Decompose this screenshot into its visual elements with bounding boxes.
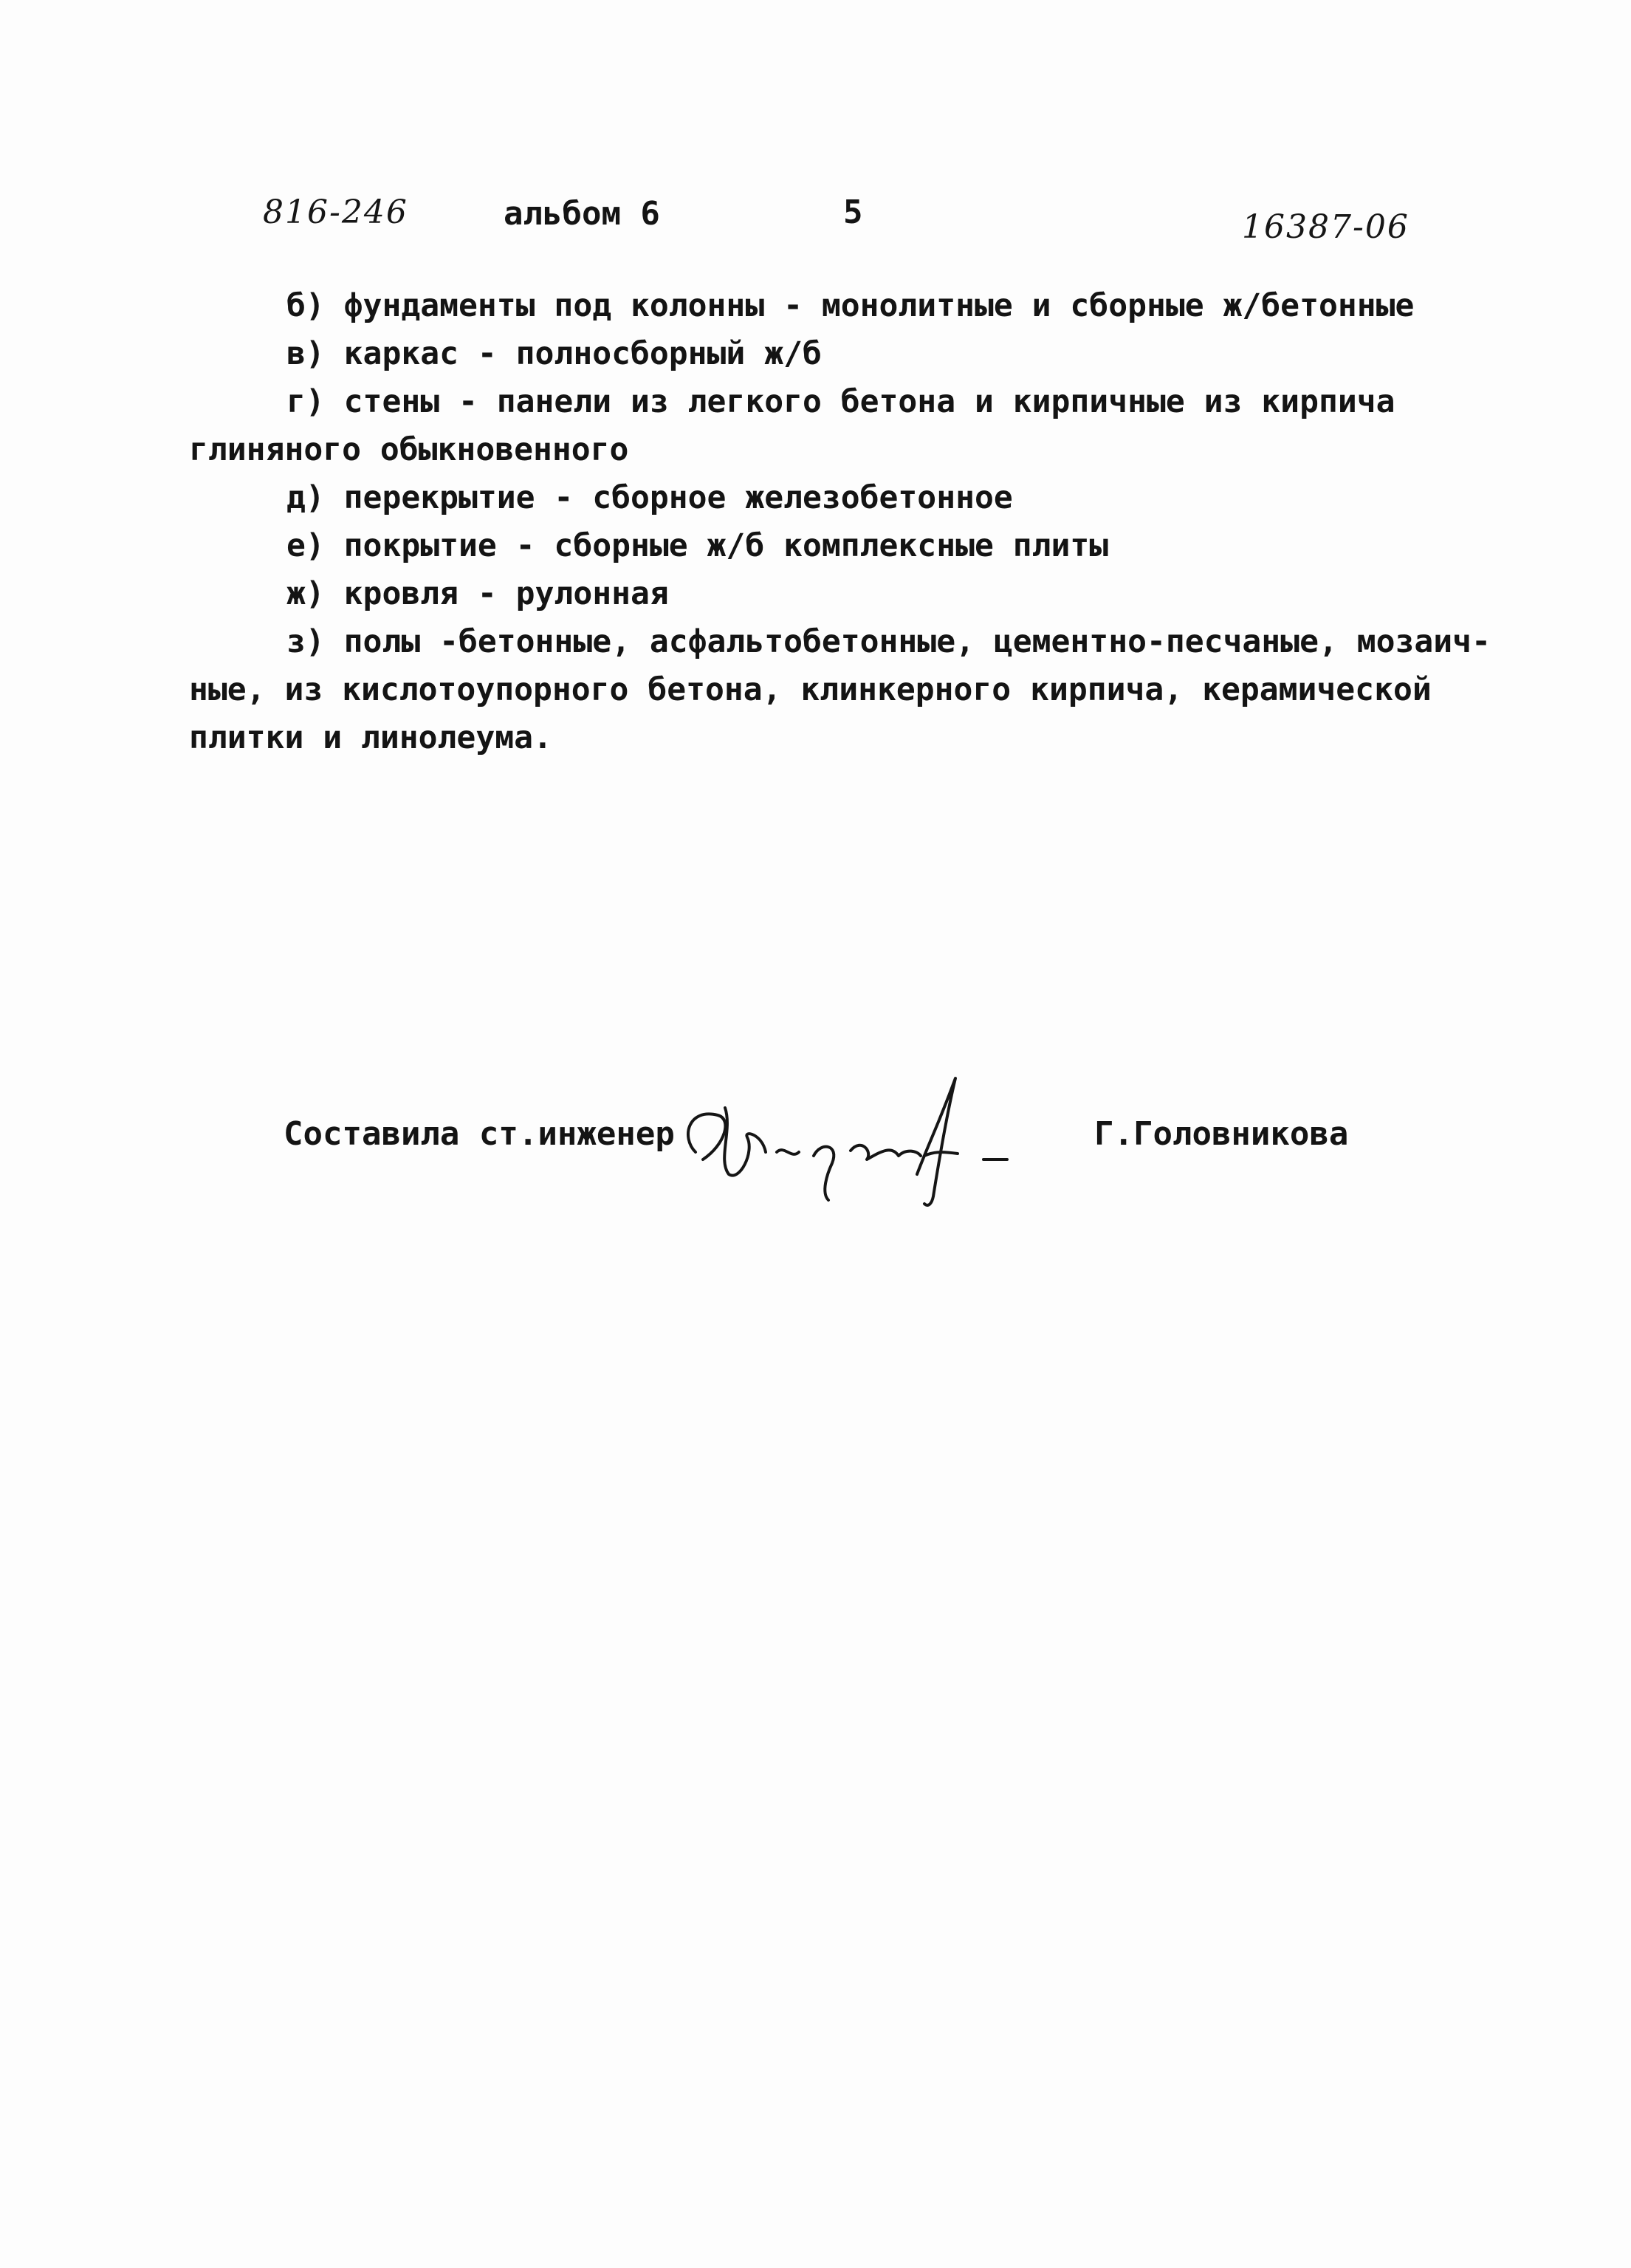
body-line: глиняного обыкновенного (189, 431, 629, 468)
signature-label: Составила ст.инженер (284, 1115, 675, 1153)
page-number: 5 (843, 193, 863, 231)
body-line: в) каркас - полносборный ж/б (286, 335, 822, 372)
body-line: плитки и линолеума. (189, 719, 552, 756)
body-line: ные, из кислотоупорного бетона, клинкерного кирпича, керамической (189, 671, 1432, 708)
signature-block (284, 1063, 1391, 1241)
handwritten-signature (673, 1063, 1013, 1211)
handwritten-code-left: 816-246 (263, 193, 408, 231)
document-body (189, 282, 1491, 762)
body-line: д) перекрытие - сборное железобетонное (286, 479, 1013, 516)
body-line: б) фундаменты под колонны - монолитные и сборные ж/бетонные (286, 287, 1415, 324)
body-line: ж) кровля - рулонная (286, 575, 669, 612)
signatory-name: Г.Головникова (1094, 1115, 1349, 1153)
body-line: з) полы -бетонные, асфальтобетонные, цементно-песчаные, мозаич- (286, 623, 1491, 660)
handwritten-code-right: 16387-06 (1242, 208, 1409, 246)
page-header (0, 186, 1631, 253)
body-line: е) покрытие - сборные ж/б комплексные плиты (286, 527, 1109, 564)
album-label: альбом 6 (504, 195, 660, 233)
body-line: г) стены - панели из легкого бетона и кирпичные из кирпича (286, 383, 1395, 420)
